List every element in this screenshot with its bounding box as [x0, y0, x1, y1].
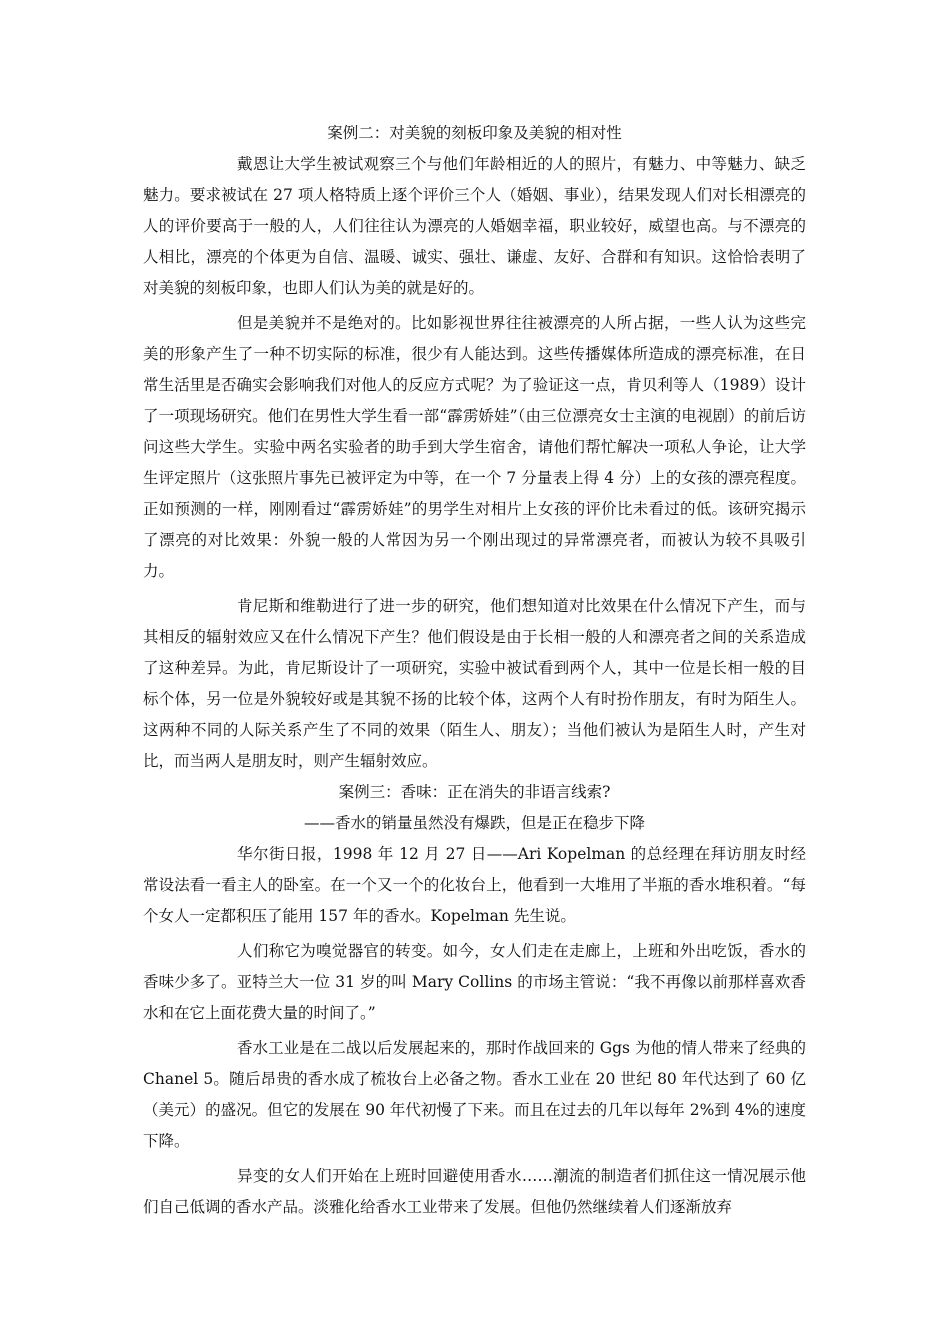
case3-subtitle: ——香水的销量虽然没有爆跌，但是正在稳步下降 — [303, 814, 645, 832]
case2-paragraph-3: 肯尼斯和维勒进行了进一步的研究，他们想知道对比效果在什么情况下产生，而与其相反的辐射效应又在什么情况下产生？他们假设是由于长相一般的人和漂亮者之间的关系造成了这种差异。为此，肯尼斯设计了一项研究，实验中被试看到两个人，其中一位是长相一般的目标个体，另一位是外貌较好或是其貌不扬的比较个体，这两个人有时扮作朋友，有时为陌生人。这两种不同的人际关系产生了不同的效果（陌生人、朋友）；当他们被认为是陌生人时，产生对比，而当两人是朋友时，则产生辐射效应。 — [143, 597, 806, 770]
case3-paragraph-3: 香水工业是在二战以后发展起来的，那时作战回来的 Ggs 为他的情人带来了经典的 Chanel 5。随后昂贵的香水成了梳妆台上必备之物。香水工业在 20 世纪 80 年代达到了 60 亿（美元）的盛况。但它的发展在 90 年代初慢了下来。而且在过去的几年以每年 2%到 4%的速度下降。 — [143, 1039, 806, 1150]
case3-paragraph-4: 异变的女人们开始在上班时回避使用香水……潮流的制造者们抓住这一情况展示他们自己低调的香水产品。淡雅化给香水工业带来了发展。但他仍然继续着人们逐渐放弃 — [143, 1167, 806, 1216]
case2-paragraph-2: 但是美貌并不是绝对的。比如影视世界往往被漂亮的人所占据，一些人认为这些完美的形象产生了一种不切实际的标准，很少有人能达到。这些传播媒体所造成的漂亮标准，在日常生活里是否确实会影响我们对他人的反应方式呢？为了验证这一点，肯贝利等人（1989）设计了一项现场研究。他们在男性大学生看一部“霹雳娇娃”（由三位漂亮女士主演的电视剧）的前后访问这些大学生。实验中两名实验者的助手到大学生宿舍，请他们帮忙解决一项私人争论，让大学生评定照片（这张照片事先已被评定为中等，在一个 7 分量表上得 4 分）上的女孩的漂亮程度。正如预测的一样，刚刚看过“霹雳娇娃”的男学生对相片上女孩的评价比未看过的低。该研究揭示了漂亮的对比效果：外貌一般的人常因为另一个刚出现过的异常漂亮者，而被认为较不具吸引力。 — [143, 314, 806, 580]
case2-paragraph-1: 戴恩让大学生被试观察三个与他们年龄相近的人的照片，有魅力、中等魅力、缺乏魅力。要求被试在 27 项人格特质上逐个评价三个人（婚姻、事业），结果发现人们对长相漂亮的人的评价要高于一般的人，人们往往认为漂亮的人婚姻幸福，职业较好，威望也高。与不漂亮的人相比，漂亮的个体更为自信、温暖、诚实、强壮、谦虚、友好、合群和有知识。这恰恰表明了对美貌的刻板印象，也即人们认为美的就是好的。 — [143, 155, 806, 297]
case3-paragraph-1: 华尔街日报，1998 年 12 月 27 日——Ari Kopelman 的总经理在拜访朋友时经常设法看一看主人的卧室。在一个又一个的化妆台上，他看到一大堆用了半瓶的香水堆积着。“每个女人一定都积压了能用 157 年的香水。Kopelman 先生说。 — [143, 845, 806, 925]
case3-paragraph-2: 人们称它为嗅觉器官的转变。如今，女人们走在走廊上，上班和外出吃饭，香水的香味少多了。亚特兰大一位 31 岁的叫 Mary Collins 的市场主管说：“我不再像以前那样喜欢香水和在它上面花费大量的时间了。” — [143, 942, 806, 1022]
document-page — [143, 118, 806, 1223]
case3-title: 案例三：香味：正在消失的非语言线索? — [338, 783, 611, 801]
case2-title: 案例二：对美貌的刻板印象及美貌的相对性 — [327, 124, 622, 142]
